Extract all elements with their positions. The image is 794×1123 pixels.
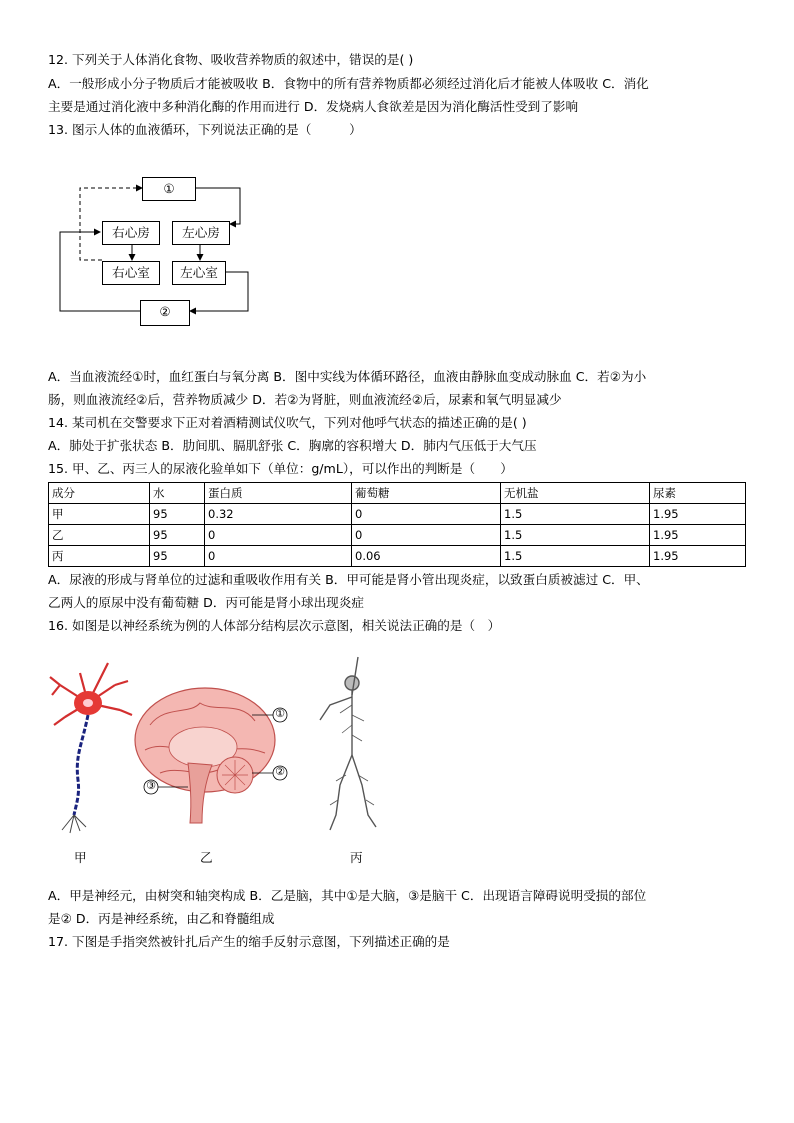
table-row [49,525,746,546]
table-cell: 甲 [49,504,150,525]
table-cell: 0 [352,504,501,525]
caption-yi: 乙 [200,850,213,865]
table-cell: 0 [352,525,501,546]
table-cell: 0.32 [205,504,352,525]
table-header-cell: 蛋白质 [205,483,352,504]
label-3: ③ [146,779,156,792]
q12-stem: 12. 下列关于人体消化食物、吸收营养物质的叙述中，错误的是( ) [48,52,414,67]
q15-stem: 15. 甲、乙、丙三人的尿液化验单如下（单位：g/mL），可以作出的判断是（ ） [48,461,513,476]
left-ventricle-box: 左心室 [172,261,226,285]
table-header-cell: 无机盐 [501,483,650,504]
q14-stem: 14. 某司机在交警要求下正对着酒精测试仪吹气，下列对他呼气状态的描述正确的是( ) [48,415,527,430]
table-row [49,546,746,567]
urine-test-table [48,482,746,567]
q12-options-line1: A．一般形成小分子物质后才能被吸收 B．食物中的所有营养物质都必须经过消化后才能被人体吸收 C．消化 [48,76,649,91]
q12-options-line2: 主要是通过消化液中多种消化酶的作用而进行 D．发烧病人食欲差是因为消化酶活性受到了影响 [48,99,579,114]
nervous-system-figure [40,655,380,865]
nervous-system-body-illustration [320,657,376,830]
table-cell: 1.95 [650,546,746,567]
table-header-cell: 尿素 [650,483,746,504]
nervous-system-illustration [40,655,380,840]
pulmonary-vein-path [196,188,240,224]
right-ventricle-box: 右心室 [102,261,160,285]
table-header-cell: 水 [150,483,205,504]
q17-stem: 17. 下图是手指突然被针扎后产生的缩手反射示意图，下列描述正确的是 [48,934,450,949]
table-cell: 丙 [49,546,150,567]
table-cell: 乙 [49,525,150,546]
neuron-illustration [50,663,132,833]
table-cell: 0.06 [352,546,501,567]
left-atrium-box: 左心房 [172,221,230,245]
node-2: ② [140,300,190,326]
table-header-cell: 成分 [49,483,150,504]
node-1: ① [142,177,196,201]
q14-options: A．肺处于扩张状态 B．肋间肌、膈肌舒张 C．胸廓的容积增大 D．肺内气压低于大气压 [48,438,537,453]
table-cell: 0 [205,525,352,546]
table-cell: 1.5 [501,504,650,525]
q16-stem: 16. 如图是以神经系统为例的人体部分结构层次示意图，相关说法正确的是（ ） [48,618,501,633]
right-atrium-box: 右心房 [102,221,160,245]
table-cell: 95 [150,525,205,546]
table-cell: 95 [150,546,205,567]
table-cell: 1.95 [650,504,746,525]
q16-options-line1: A．甲是神经元，由树突和轴突构成 B．乙是脑，其中①是大脑，③是脑干 C．出现语言障碍说明受损的部位 [48,888,647,903]
table-header-cell: 葡萄糖 [352,483,501,504]
q13-options-line2: 肠，则血液流经②后，营养物质减少 D．若②为肾脏，则血液流经②后，尿素和氧气明显减少 [48,392,562,407]
q15-options-line2: 乙两人的原尿中没有葡萄糖 D．丙可能是肾小球出现炎症 [48,595,364,610]
label-2: ② [275,765,285,778]
table-row [49,504,746,525]
q13-stem: 13. 图示人体的血液循环，下列说法正确的是（ ） [48,122,362,137]
table-cell: 1.95 [650,525,746,546]
table-cell: 0 [205,546,352,567]
caption-bing: 丙 [350,850,363,865]
q13-options-line1: A．当血液流经①时，血红蛋白与氧分离 B．图中实线为体循环路径，血液由静脉血变成动脉血 C．若②为小 [48,369,647,384]
q15-options-line1: A．尿液的形成与肾单位的过滤和重吸收作用有关 B．甲可能是肾小管出现炎症，以致蛋白质被滤过 C．甲、 [48,572,649,587]
label-1: ① [275,707,285,720]
table-cell: 1.5 [501,546,650,567]
q16-options-line2: 是② D．丙是神经系统，由乙和脊髓组成 [48,911,275,926]
brain-illustration [135,688,287,823]
caption-jia: 甲 [74,850,87,865]
table-cell: 1.5 [501,525,650,546]
table-header-row [49,483,746,504]
table-cell: 95 [150,504,205,525]
